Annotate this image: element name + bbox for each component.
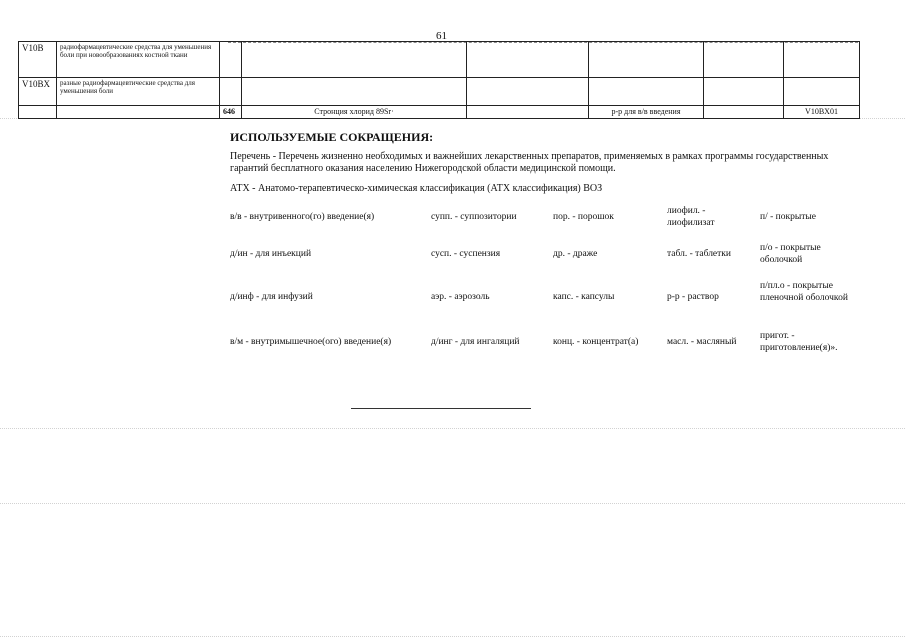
dosage-form-cell xyxy=(589,78,704,106)
dosage-form-cell xyxy=(589,42,704,78)
abbreviation-item: р-р - раствор xyxy=(667,292,719,302)
table-row xyxy=(19,106,860,119)
atx-code-cell xyxy=(784,78,860,106)
abbreviation-item: д/ин - для инъекций xyxy=(230,249,312,259)
empty-cell xyxy=(467,42,589,78)
abbreviation-item: капс. - капсулы xyxy=(553,292,615,302)
abbreviation-item: лиофил. - лиофилизат xyxy=(667,206,715,228)
abbreviation-item: п/ - покрытые xyxy=(760,212,816,222)
scan-noise-line xyxy=(0,428,905,429)
abbreviation-item: пригот. - приготовление(я)». xyxy=(760,331,838,353)
atc-group-name-cell xyxy=(57,106,220,119)
abbreviation-item: др. - драже xyxy=(553,249,598,259)
empty-cell xyxy=(467,78,589,106)
atx-code-cell xyxy=(784,42,860,78)
atx-definition-paragraph: АТХ - Анатомо-терапевтическо-химическая классификация (АТХ классификация) ВОЗ xyxy=(230,183,603,194)
abbreviation-item: п/пл.о - покрытые пленочной оболочкой xyxy=(760,281,848,303)
atc-group-name-cell: радиофармацевтические средства для уменьшения боли при новообразованиях костной ткани xyxy=(57,42,220,78)
abbreviation-item: аэр. - аэрозоль xyxy=(431,292,490,302)
abbreviation-item: пор. - порошок xyxy=(553,212,614,222)
abbreviation-item: табл. - таблетки xyxy=(667,249,731,259)
table-row xyxy=(19,42,860,78)
drug-name-cell xyxy=(242,78,467,106)
drug-name-cell: Стронция хлорид 89Sr· xyxy=(242,106,467,119)
empty-cell xyxy=(467,106,589,119)
abbreviation-item: конц. - концентрат(а) xyxy=(553,337,639,347)
atc-group-name-cell: разные радиофармацевтические средства для уменьшения боли xyxy=(57,78,220,106)
row-number-cell xyxy=(220,42,242,78)
abbreviation-item: в/м - внутримышечное(ого) введение(я) xyxy=(230,337,392,347)
abbreviation-item: д/инг - для ингаляций xyxy=(431,337,520,347)
atx-code-cell: V10BX01 xyxy=(784,106,860,119)
empty-cell xyxy=(704,42,784,78)
scan-noise-line xyxy=(0,503,905,504)
table-row xyxy=(19,78,860,106)
drug-table xyxy=(18,41,860,119)
row-number-cell: 646 xyxy=(220,106,242,119)
abbreviation-item: п/о - покрытые оболочкой xyxy=(760,243,821,265)
row-number-cell xyxy=(220,78,242,106)
atc-code-cell: V10B xyxy=(19,42,57,78)
abbreviations-heading: ИСПОЛЬЗУЕМЫЕ СОКРАЩЕНИЯ: xyxy=(230,130,434,144)
empty-cell xyxy=(704,78,784,106)
closing-rule xyxy=(351,408,531,409)
dosage-form-cell: р-р для в/в введения xyxy=(589,106,704,119)
abbreviation-item: в/в - внутривенного(го) введение(я) xyxy=(230,212,375,222)
abbreviation-item: сусп. - суспензия xyxy=(431,249,501,259)
abbreviation-item: супп. - суппозитории xyxy=(431,212,517,222)
list-definition-paragraph: Перечень - Перечень жизненно необходимых и важнейших лекарственных препаратов, применяемых в рамках программы государственных гарантий бесплатного оказания населению Нижегородской области медицинской помощи. xyxy=(230,151,829,174)
drug-name-cell xyxy=(242,42,467,78)
empty-cell xyxy=(704,106,784,119)
abbreviation-item: д/инф - для инфузий xyxy=(230,292,313,302)
page-number: 61 xyxy=(436,30,447,42)
scan-noise-line xyxy=(0,636,905,637)
atc-code-cell xyxy=(19,106,57,119)
abbreviation-item: масл. - масляный xyxy=(667,337,737,347)
atc-code-cell: V10BX xyxy=(19,78,57,106)
